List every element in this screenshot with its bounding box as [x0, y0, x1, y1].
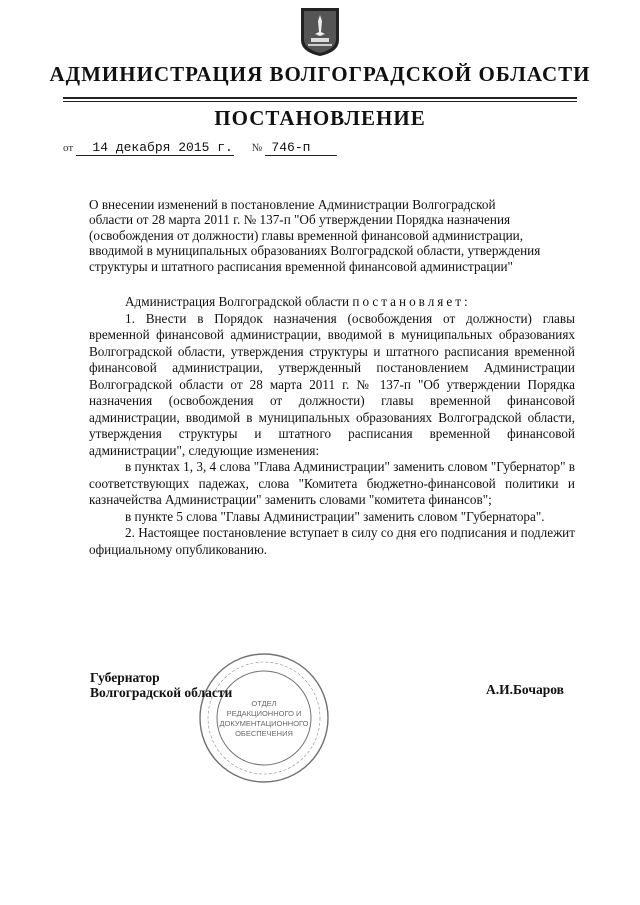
- body-paragraph-2: в пунктах 1, 3, 4 слова "Глава Администрации" заменить словом "Губернатор" в соответствующих падежах, слова "Комитета бюджетно-финансовой политики и казначейства Администрации" заменить словами "комитета финансов";: [89, 459, 575, 507]
- document-subject: [89, 197, 575, 274]
- document-number: 746-п: [265, 140, 337, 156]
- document-title: ПОСТАНОВЛЕНИЕ: [214, 106, 426, 130]
- body-paragraph-1: 1. Внести в Порядок назначения (освобождения от должности) главы временной финансовой администрации, вводимой в муниципальных образованиях Волгоградской области, утверждения структуры и штатного расписания временной финансовой администрации, утвержденный постановлением Администрации Волгоградской области от 28 марта 2011 г. № 137-п "Об утверждении Порядка назначения (освобождения от должности) главы временной финансовой администрации, вводимой в муниципальных образованиях Волгоградской области, утверждения структуры и штатного расписания временной финансовой администрации", следующие изменения:: [89, 310, 575, 458]
- subject-line: вводимой в муниципальных образованиях Волгоградской области, утверждения: [89, 243, 541, 259]
- intro-text: Администрация Волгоградской области: [125, 294, 350, 309]
- subject-line: (освобождения от должности) главы временной финансовой администрации,: [89, 227, 524, 243]
- stamp-line: ОТДЕЛ: [251, 699, 277, 708]
- subject-line: структуры и штатного расписания временной финансовой администрации": [89, 258, 513, 274]
- document-date: 14 декабря 2015 г.: [76, 140, 234, 156]
- subject-line: О внесении изменений в постановление Администрации Волгоградской: [89, 197, 496, 212]
- stamp-line: ОБЕСПЕЧЕНИЯ: [235, 729, 293, 738]
- subject-line: области от 28 марта 2011 г. № 137-п "Об утверждении Порядка назначения: [89, 212, 511, 228]
- stamp-line: РЕДАКЦИОННОГО И: [226, 709, 302, 718]
- signatory-position-line: Губернатор: [90, 670, 160, 685]
- header-rule-thick: [63, 97, 577, 99]
- signatory-name: А.И.Бочаров: [486, 682, 564, 697]
- signatory-position-line: Волгоградской области: [90, 685, 233, 700]
- stamp-line: ДОКУМЕНТАЦИОННОГО: [219, 719, 309, 728]
- header-rule-thin: [63, 101, 577, 102]
- coat-of-arms-icon: [299, 6, 341, 58]
- intro-paragraph: [89, 294, 575, 311]
- dateline: [63, 139, 337, 156]
- number-label: №: [251, 142, 263, 154]
- document-body: [89, 294, 575, 558]
- body-paragraph-3: в пункте 5 слова "Главы Администрации" заменить словом "Губернатора".: [125, 508, 545, 524]
- date-label: от: [63, 142, 74, 154]
- signatory-position: [90, 670, 232, 700]
- body-paragraph-4: 2. Настоящее постановление вступает в силу со дня его подписания и подлежит официальному опубликованию.: [89, 525, 575, 557]
- organization-name: АДМИНИСТРАЦИЯ ВОЛГОГРАДСКОЙ ОБЛАСТИ: [49, 62, 591, 86]
- intro-verb: постановляет:: [352, 294, 471, 309]
